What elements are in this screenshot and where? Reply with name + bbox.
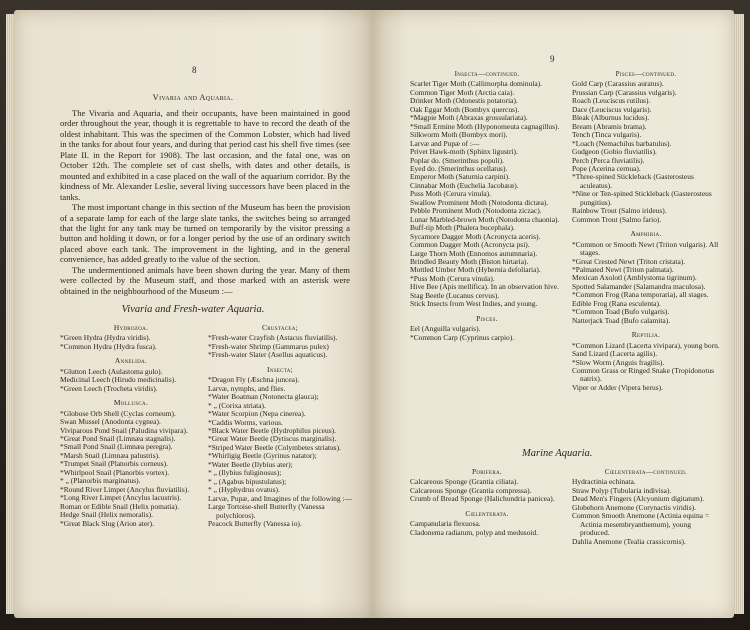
- species-entry: *Palmated Newt (Triton palmata).: [572, 264, 674, 274]
- species-entry: Brindled Beauty Moth (Biston hirtaria).: [410, 256, 529, 266]
- paragraph: The Vivaria and Aquaria, and their occupants, have been maintained in good order throughout the year, though it is regrettable to have to record the death of the oldest inhabitant. This was the specimen of the Common Lobster, which had lived in the tanks for about four years, and during that period cast his shell five times (see Plate II. in the Report for 1908). The last occasion, and the fatal one, was on October 12th. The complete set of cast shells, with dates and other details, is mounted and exhibited in a case placed on the wall of the aquarium corridor. By the kindness of Mr. Alexander Leslie, several living successors have been placed in the tanks.: [60, 108, 350, 202]
- species-entry: *Marsh Snail (Limnæa palustris).: [60, 450, 160, 460]
- species-entry: *Water Beetle (Ilybius ater);: [208, 459, 293, 469]
- species-entry: Common Trout (Salmo fario).: [572, 214, 662, 224]
- species-entry: *Fresh-water Shrimp (Gammarus pulex): [208, 341, 329, 351]
- species-entry: Mexican Axolotl (Amblystoma tigrinum).: [572, 273, 697, 283]
- species-entry: *Common Frog (Rana temporaria), all stages.: [572, 290, 709, 300]
- species-entry: *Fresh-water Crayfish (Astacus fluviatilis).: [208, 333, 338, 343]
- species-entry: Swallow Prominent Moth (Notodonta dictæa).: [410, 197, 549, 207]
- marine-heading: Marine Aquaria.: [522, 448, 593, 459]
- species-entry: Natterjack Toad (Bufo calamita).: [572, 315, 671, 325]
- species-entry: *Puss Moth (Cerura vinula).: [410, 273, 495, 283]
- species-entry: Rainbow Trout (Salmo irideus).: [572, 206, 667, 216]
- species-entry: Silkworm Moth (Bombyx mori).: [410, 130, 508, 140]
- species-entry: Campanularia flexuosa.: [410, 519, 481, 529]
- species-entry: *Great Black Slug (Arion ater).: [60, 518, 154, 528]
- species-entry: Common Smooth Anemone (Actinia equina = Actinia mesembryanthemum), young produced.: [572, 511, 710, 538]
- species-entry: Dead Men's Fingers (Alcyonium digitatum).: [572, 494, 705, 504]
- species-entry: Oak Eggar Moth (Bombyx quercus).: [410, 104, 520, 114]
- group-heading: Insecta—continued.: [454, 70, 520, 78]
- species-entry: Cladonema radiatum, polyp and medusoid.: [410, 527, 539, 537]
- species-entry: Buff-tip Moth (Phalera bucephala).: [410, 223, 515, 233]
- group-heading: Porifera.: [471, 467, 503, 476]
- species-entry: *Great Water Beetle (Dytiscus marginalis).: [208, 434, 337, 444]
- page-edges-right: [734, 14, 744, 614]
- page-edges-left: [6, 14, 14, 614]
- species-entry: Crumb of Bread Sponge (Halichondria panicea).: [410, 494, 555, 504]
- species-column: [572, 70, 720, 392]
- species-entry: Sand Lizard (Lacerta agilis).: [572, 349, 658, 359]
- species-entry: *Loach (Nemachilus barbatulus).: [572, 138, 672, 148]
- species-entry: Perch (Perca fluviatilis).: [572, 155, 645, 165]
- species-entry: *Whirligig Beetle (Gyrinus natator);: [208, 451, 317, 461]
- species-entry: Pebble Prominent Moth (Notodonta ziczac).: [410, 206, 542, 216]
- paragraph: The undermentioned animals have been shown during the year. Many of them were collected by the Museum staff, and those marked with an asterisk were obtained in the neighbourhood of the Museum :—: [60, 264, 350, 296]
- species-entry: Scarlet Tiger Moth (Callimorpha dominula).: [410, 79, 543, 89]
- species-entry: Eel (Anguilla vulgaris).: [410, 324, 481, 334]
- species-entry: * „ (Corixa striata).: [208, 400, 266, 410]
- species-entry: *Striped Water Beetle (Colymbetes striatus).: [208, 442, 341, 452]
- species-column: [208, 324, 352, 528]
- section-heading: Vivaria and Aquaria.: [152, 92, 234, 102]
- species-entry: *Glutton Leech (Aulastoma gulo).: [60, 366, 163, 376]
- species-entry: *Small Pond Snail (Limnæa peregra).: [60, 442, 173, 452]
- species-entry: Tench (Tinca vulgaris).: [572, 130, 642, 140]
- species-entry: *Fresh-water Slater (Asellus aquaticus).: [208, 350, 328, 360]
- species-entry: *Nine or Ten-spined Stickleback (Gasterosteus pungitius).: [572, 189, 712, 207]
- group-heading: Mollusca.: [113, 398, 149, 408]
- species-entry: Hedge Snail (Helix nemoralis).: [60, 510, 153, 520]
- species-entry: Prussian Carp (Carassius vulgaris).: [572, 87, 677, 97]
- species-entry: Drinker Moth (Odonestis potatoria).: [410, 96, 518, 106]
- species-entry: Dace (Leuciscus vulgaris).: [572, 104, 652, 114]
- species-entry: *Common Hydra (Hydra fusca).: [60, 341, 157, 351]
- species-entry: *Dragon Fly (Æschna juncea).: [208, 375, 300, 385]
- left-page: [14, 10, 372, 618]
- species-entry: *Common Carp (Cyprinus carpio).: [410, 332, 515, 342]
- species-entry: *Caddis Worms, various.: [208, 417, 283, 427]
- species-entry: *Great Pond Snail (Limnæa stagnalis).: [60, 433, 176, 443]
- page-number: 8: [192, 65, 197, 75]
- species-entry: Poplar do. (Smerinthus populi).: [410, 155, 504, 165]
- species-entry: Calcareous Sponge (Grantia ciliata).: [410, 477, 519, 487]
- species-entry: Sycamore Dagger Moth (Acronycta aceris).: [410, 231, 541, 241]
- group-heading: Insecta;: [267, 364, 293, 374]
- group-heading: Pisces.: [476, 313, 498, 323]
- species-entry: *Common Toad (Bufo vulgaris).: [572, 307, 670, 317]
- group-heading: Annelida.: [114, 356, 148, 366]
- species-entry: *Magpie Moth (Abraxas grossulariata).: [410, 113, 528, 123]
- species-entry: Cinnabar Moth (Euchelia Jacobææ).: [410, 180, 519, 190]
- species-entry: Peacock Butterfly (Vanessa io).: [208, 518, 302, 528]
- species-entry: Lunar Marbled-brown Moth (Notodonta chaonia).: [410, 214, 560, 224]
- species-entry: * „ (Hyphydrus ovatus).: [208, 485, 280, 495]
- species-entry: *Globose Orb Shell (Cyclas corneum).: [60, 408, 176, 418]
- group-heading: Cœlenterata—continued.: [604, 468, 688, 476]
- species-entry: *Long River Limpet (Ancylus lacustris).: [60, 493, 182, 503]
- species-entry: *Water Scorpion (Nepa cinerea).: [208, 409, 306, 419]
- species-entry: Viviparous Pond Snail (Paludina vivipara).: [60, 425, 188, 435]
- species-entry: *Slow Worm (Anguis fragilis).: [572, 357, 665, 367]
- species-entry: Common Dagger Moth (Acronycta psi).: [410, 240, 530, 250]
- group-heading: Amphibia.: [630, 229, 662, 239]
- species-entry: Emperor Moth (Saturnia carpini).: [410, 172, 510, 182]
- species-entry: Large Tortoise-shell Butterfly (Vanessa polychloros).: [208, 502, 325, 520]
- species-entry: Eyed do. (Smerinthus ocellatus).: [410, 163, 508, 173]
- species-entry: Larvæ and Pupæ of :—: [410, 138, 480, 148]
- species-entry: *Whirlpool Snail (Planorbis vortex).: [60, 467, 170, 477]
- subheading: Vivaria and Fresh-water Aquaria.: [121, 304, 265, 315]
- group-heading: Crustacea;: [261, 323, 299, 332]
- species-entry: Roman or Edible Snail (Helix pomatia).: [60, 501, 179, 511]
- species-entry: Globehorn Anemone (Corynactis viridis).: [572, 502, 696, 512]
- group-heading: Reptilia.: [631, 330, 661, 340]
- species-entry: *Three-spined Stickleback (Gasterosteus aculeatus).: [572, 172, 694, 190]
- species-entry: Stick Insects from West Indies, and young.: [410, 299, 538, 309]
- species-entry: Calcareous Sponge (Grantia compressa).: [410, 485, 532, 495]
- species-entry: * „ (Agabus bipustulatus);: [208, 476, 287, 486]
- species-entry: Privet Hawk-moth (Sphinx ligustri).: [410, 147, 518, 157]
- species-entry: *Common Lizard (Lacerta vivipara), young born.: [572, 340, 720, 350]
- species-entry: Common Tiger Moth (Arctia caia).: [410, 87, 515, 97]
- species-entry: Dahlia Anemone (Tealia crassicornis).: [572, 536, 686, 546]
- species-entry: Hive Bee (Apis mellifica). In an observation hive.: [410, 282, 559, 292]
- body-text: [60, 108, 350, 296]
- species-entry: Stag Beetle (Lucanus cervus).: [410, 290, 500, 300]
- species-entry: Medicinal Leech (Hirudo medicinalis).: [60, 375, 177, 385]
- species-entry: Straw Polyp (Tubularia indivisa).: [572, 485, 672, 495]
- species-entry: *Green Leech (Trocheta viridis).: [60, 383, 158, 393]
- species-entry: Larvæ, nymphs, and flies.: [208, 383, 286, 393]
- species-entry: Pope (Acerina cernua).: [572, 163, 641, 173]
- species-entry: Hydractinia echinata.: [572, 477, 636, 487]
- species-column: [410, 468, 564, 537]
- species-entry: Large Thorn Moth (Ennomos autumnaria).: [410, 248, 538, 258]
- species-entry: *Round River Limpet (Ancylus fluviatilis).: [60, 484, 190, 494]
- species-entry: *Green Hydra (Hydra viridis).: [60, 333, 151, 343]
- page-number: 9: [550, 54, 555, 64]
- species-entry: Common Grass or Ringed Snake (Tropidonotus natrix).: [572, 365, 715, 384]
- species-entry: *Trumpet Snail (Planorbis corneus).: [60, 459, 168, 469]
- species-entry: *Water Boatman (Notonecta glauca);: [208, 392, 319, 402]
- paragraph: The most important change in this section of the Museum has been the provision of a separate lamp for each of the large slate tanks, the switches being so arranged that the light for any tank may be turned on temporarily by the visitor pressing a button and holding it down, or for a longer period by the use of an ordinary switch placed above each tank. The improvement in the lighting, and in the general convenience, has added greatly to the value of the section.: [60, 202, 350, 265]
- species-entry: Viper or Adder (Vipera berus).: [572, 382, 664, 392]
- species-entry: * „ (Ilybius fuliginosus);: [208, 468, 282, 478]
- species-entry: * „ (Planorbis marginatus).: [60, 476, 141, 486]
- species-entry: Edible Frog (Rana esculenta).: [572, 298, 661, 308]
- species-column: [410, 70, 564, 342]
- species-column: [572, 468, 720, 546]
- group-heading: Hydrozoa.: [113, 323, 149, 332]
- species-entry: *Small Ermine Moth (Hyponomeuta cagnagillus).: [410, 121, 560, 131]
- right-page: [372, 10, 734, 618]
- species-entry: Puss Moth (Cerura vinula).: [410, 189, 491, 199]
- group-heading: Cœlenterata.: [465, 508, 509, 518]
- species-entry: *Great Crested Newt (Triton cristata).: [572, 256, 686, 266]
- species-entry: Mottled Umber Moth (Hybernia defoliaria).: [410, 265, 541, 275]
- species-entry: Spotted Salamander (Salamandra maculosa).: [572, 281, 706, 291]
- species-entry: Bream (Abramis brama).: [572, 121, 647, 131]
- species-column: [60, 324, 202, 528]
- species-entry: Roach (Leuciscus rutilus).: [572, 96, 651, 106]
- species-entry: Gold Carp (Carassius auratus).: [572, 79, 664, 89]
- species-entry: Bleak (Alburnus lucidus).: [572, 113, 650, 123]
- species-entry: Swan Mussel (Anodonta cygnea).: [60, 417, 161, 427]
- group-heading: Pisces—continued.: [615, 70, 677, 78]
- species-entry: Larvæ, Pupæ, and Imagines of the following :—: [208, 493, 352, 503]
- species-entry: *Common or Smooth Newt (Triton vulgaris). All stages.: [572, 239, 719, 258]
- species-entry: Gudgeon (Gobio fluviatilis).: [572, 147, 657, 157]
- species-entry: *Black Water Beetle (Hydrophilus piceus).: [208, 425, 336, 435]
